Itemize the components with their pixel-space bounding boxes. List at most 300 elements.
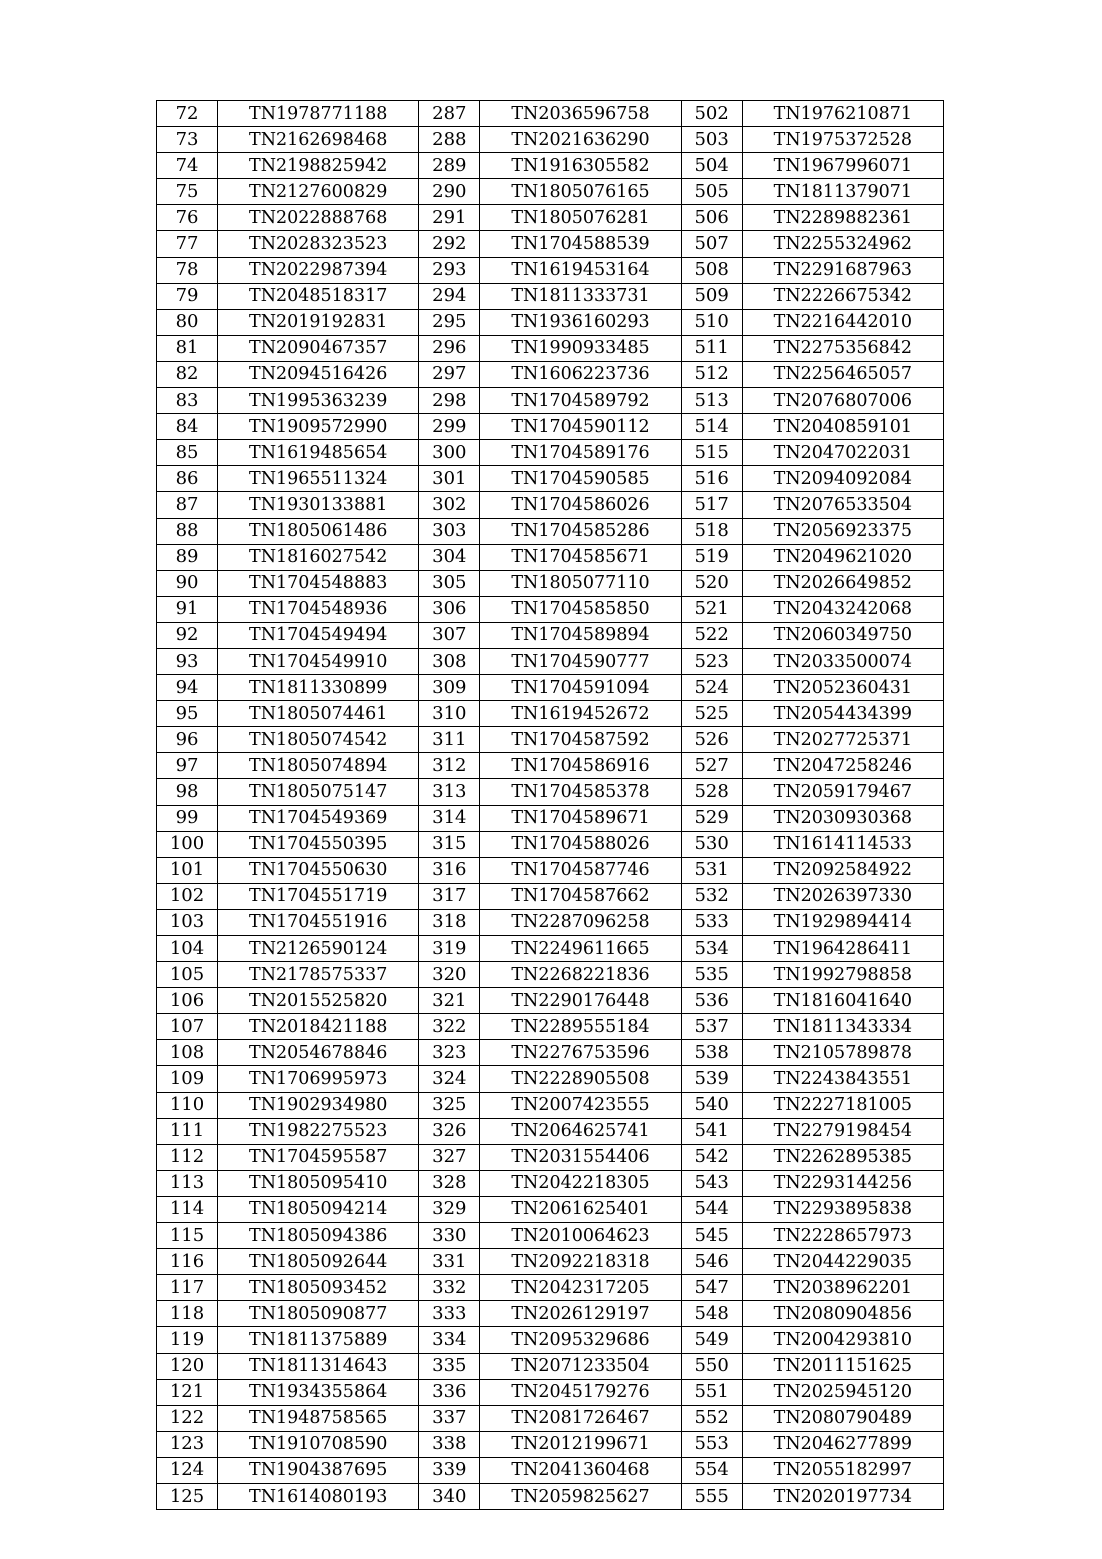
code-cell: TN1704549494: [218, 622, 419, 648]
code-cell: TN2028323523: [218, 231, 419, 257]
code-cell: TN1990933485: [480, 335, 681, 361]
code-cell: TN1704589792: [480, 388, 681, 414]
table-row: [157, 1301, 944, 1327]
serial-cell: 101: [157, 857, 218, 883]
serial-cell: 520: [681, 570, 742, 596]
code-cell: TN2076533504: [742, 492, 943, 518]
code-cell: TN1606223736: [480, 361, 681, 387]
records-body: [157, 101, 944, 1510]
code-cell: TN1614080193: [218, 1483, 419, 1509]
table-row: [157, 518, 944, 544]
code-cell: TN2010064623: [480, 1223, 681, 1249]
serial-cell: 317: [419, 883, 480, 909]
table-row: [157, 335, 944, 361]
serial-cell: 513: [681, 388, 742, 414]
serial-cell: 78: [157, 257, 218, 283]
serial-cell: 325: [419, 1092, 480, 1118]
code-cell: TN1978771188: [218, 101, 419, 127]
table-row: [157, 1223, 944, 1249]
serial-cell: 336: [419, 1379, 480, 1405]
code-cell: TN2049621020: [742, 544, 943, 570]
code-cell: TN1992798858: [742, 962, 943, 988]
serial-cell: 74: [157, 153, 218, 179]
code-cell: TN2052360431: [742, 675, 943, 701]
serial-cell: 304: [419, 544, 480, 570]
serial-cell: 532: [681, 883, 742, 909]
code-cell: TN2015525820: [218, 988, 419, 1014]
serial-cell: 79: [157, 283, 218, 309]
table-row: [157, 622, 944, 648]
code-cell: TN1619485654: [218, 440, 419, 466]
serial-cell: 512: [681, 361, 742, 387]
code-cell: TN1982275523: [218, 1118, 419, 1144]
code-cell: TN1930133881: [218, 492, 419, 518]
serial-cell: 123: [157, 1431, 218, 1457]
code-cell: TN2071233504: [480, 1353, 681, 1379]
table-row: [157, 127, 944, 153]
serial-cell: 89: [157, 544, 218, 570]
code-cell: TN2026649852: [742, 570, 943, 596]
code-cell: TN1704548883: [218, 570, 419, 596]
code-cell: TN2054678846: [218, 1040, 419, 1066]
table-row: [157, 492, 944, 518]
code-cell: TN1976210871: [742, 101, 943, 127]
table-row: [157, 1014, 944, 1040]
serial-cell: 97: [157, 753, 218, 779]
serial-cell: 114: [157, 1196, 218, 1222]
code-cell: TN2054434399: [742, 701, 943, 727]
table-row: [157, 1457, 944, 1483]
code-cell: TN1704587746: [480, 857, 681, 883]
code-cell: TN2012199671: [480, 1431, 681, 1457]
serial-cell: 331: [419, 1249, 480, 1275]
code-cell: TN1811343334: [742, 1014, 943, 1040]
table-row: [157, 1353, 944, 1379]
code-cell: TN1811379071: [742, 179, 943, 205]
table-row: [157, 1066, 944, 1092]
table-row: [157, 1040, 944, 1066]
code-cell: TN1704585378: [480, 779, 681, 805]
serial-cell: 102: [157, 883, 218, 909]
serial-cell: 544: [681, 1196, 742, 1222]
serial-cell: 118: [157, 1301, 218, 1327]
serial-cell: 531: [681, 857, 742, 883]
code-cell: TN2293895838: [742, 1196, 943, 1222]
serial-cell: 103: [157, 909, 218, 935]
serial-cell: 322: [419, 1014, 480, 1040]
serial-cell: 88: [157, 518, 218, 544]
code-cell: TN2042317205: [480, 1275, 681, 1301]
code-cell: TN1964286411: [742, 936, 943, 962]
table-row: [157, 440, 944, 466]
table-row: [157, 857, 944, 883]
code-cell: TN2048518317: [218, 283, 419, 309]
serial-cell: 503: [681, 127, 742, 153]
code-cell: TN1816041640: [742, 988, 943, 1014]
serial-cell: 109: [157, 1066, 218, 1092]
serial-cell: 519: [681, 544, 742, 570]
code-cell: TN2022987394: [218, 257, 419, 283]
serial-cell: 511: [681, 335, 742, 361]
serial-cell: 545: [681, 1223, 742, 1249]
serial-cell: 540: [681, 1092, 742, 1118]
table-row: [157, 1379, 944, 1405]
serial-cell: 552: [681, 1405, 742, 1431]
serial-cell: 536: [681, 988, 742, 1014]
serial-cell: 320: [419, 962, 480, 988]
serial-cell: 300: [419, 440, 480, 466]
serial-cell: 316: [419, 857, 480, 883]
serial-cell: 124: [157, 1457, 218, 1483]
table-row: [157, 805, 944, 831]
code-cell: TN1614114533: [742, 831, 943, 857]
serial-cell: 122: [157, 1405, 218, 1431]
table-row: [157, 309, 944, 335]
code-cell: TN2056923375: [742, 518, 943, 544]
code-cell: TN1704591094: [480, 675, 681, 701]
table-row: [157, 257, 944, 283]
code-cell: TN1805090877: [218, 1301, 419, 1327]
serial-cell: 84: [157, 414, 218, 440]
serial-cell: 95: [157, 701, 218, 727]
serial-cell: 107: [157, 1014, 218, 1040]
serial-cell: 546: [681, 1249, 742, 1275]
serial-cell: 298: [419, 388, 480, 414]
code-cell: TN1704590112: [480, 414, 681, 440]
serial-cell: 299: [419, 414, 480, 440]
table-row: [157, 648, 944, 674]
serial-cell: 91: [157, 596, 218, 622]
serial-cell: 310: [419, 701, 480, 727]
code-cell: TN2287096258: [480, 909, 681, 935]
code-cell: TN1805074461: [218, 701, 419, 727]
code-cell: TN2092218318: [480, 1249, 681, 1275]
serial-cell: 538: [681, 1040, 742, 1066]
code-cell: TN2276753596: [480, 1040, 681, 1066]
code-cell: TN2249611665: [480, 936, 681, 962]
serial-cell: 548: [681, 1301, 742, 1327]
code-cell: TN1704595587: [218, 1144, 419, 1170]
code-cell: TN1805075147: [218, 779, 419, 805]
code-cell: TN1805076281: [480, 205, 681, 231]
code-cell: TN2126590124: [218, 936, 419, 962]
code-cell: TN1948758565: [218, 1405, 419, 1431]
code-cell: TN2289882361: [742, 205, 943, 231]
code-cell: TN2243843551: [742, 1066, 943, 1092]
code-cell: TN2022888768: [218, 205, 419, 231]
serial-cell: 541: [681, 1118, 742, 1144]
serial-cell: 333: [419, 1301, 480, 1327]
code-cell: TN2275356842: [742, 335, 943, 361]
serial-cell: 116: [157, 1249, 218, 1275]
code-cell: TN2059825627: [480, 1483, 681, 1509]
code-cell: TN1704589894: [480, 622, 681, 648]
code-cell: TN1704551916: [218, 909, 419, 935]
serial-cell: 505: [681, 179, 742, 205]
code-cell: TN2094516426: [218, 361, 419, 387]
code-cell: TN2026397330: [742, 883, 943, 909]
code-cell: TN2162698468: [218, 127, 419, 153]
serial-cell: 306: [419, 596, 480, 622]
table-row: [157, 909, 944, 935]
serial-cell: 309: [419, 675, 480, 701]
serial-cell: 521: [681, 596, 742, 622]
table-row: [157, 596, 944, 622]
serial-cell: 92: [157, 622, 218, 648]
table-row: [157, 466, 944, 492]
table-row: [157, 753, 944, 779]
code-cell: TN2018421188: [218, 1014, 419, 1040]
table-row: [157, 1275, 944, 1301]
code-cell: TN1811375889: [218, 1327, 419, 1353]
code-cell: TN2047022031: [742, 440, 943, 466]
code-cell: TN2080790489: [742, 1405, 943, 1431]
code-cell: TN2076807006: [742, 388, 943, 414]
serial-cell: 327: [419, 1144, 480, 1170]
code-cell: TN1965511324: [218, 466, 419, 492]
serial-cell: 539: [681, 1066, 742, 1092]
code-cell: TN1904387695: [218, 1457, 419, 1483]
code-cell: TN2105789878: [742, 1040, 943, 1066]
serial-cell: 338: [419, 1431, 480, 1457]
serial-cell: 340: [419, 1483, 480, 1509]
code-cell: TN1805094214: [218, 1196, 419, 1222]
code-cell: TN1619452672: [480, 701, 681, 727]
code-cell: TN1619453164: [480, 257, 681, 283]
code-cell: TN2007423555: [480, 1092, 681, 1118]
serial-cell: 120: [157, 1353, 218, 1379]
serial-cell: 313: [419, 779, 480, 805]
code-cell: TN2178575337: [218, 962, 419, 988]
code-cell: TN2020197734: [742, 1483, 943, 1509]
serial-cell: 328: [419, 1170, 480, 1196]
serial-cell: 502: [681, 101, 742, 127]
code-cell: TN1704586026: [480, 492, 681, 518]
code-cell: TN1704585671: [480, 544, 681, 570]
serial-cell: 550: [681, 1353, 742, 1379]
serial-cell: 329: [419, 1196, 480, 1222]
code-cell: TN2090467357: [218, 335, 419, 361]
serial-cell: 314: [419, 805, 480, 831]
code-cell: TN2255324962: [742, 231, 943, 257]
serial-cell: 80: [157, 309, 218, 335]
serial-cell: 324: [419, 1066, 480, 1092]
code-cell: TN1704590777: [480, 648, 681, 674]
serial-cell: 87: [157, 492, 218, 518]
serial-cell: 332: [419, 1275, 480, 1301]
code-cell: TN2011151625: [742, 1353, 943, 1379]
code-cell: TN1805094386: [218, 1223, 419, 1249]
code-cell: TN2036596758: [480, 101, 681, 127]
serial-cell: 288: [419, 127, 480, 153]
serial-cell: 104: [157, 936, 218, 962]
serial-cell: 75: [157, 179, 218, 205]
code-cell: TN2256465057: [742, 361, 943, 387]
code-cell: TN1805074542: [218, 727, 419, 753]
code-cell: TN1910708590: [218, 1431, 419, 1457]
serial-cell: 297: [419, 361, 480, 387]
serial-cell: 301: [419, 466, 480, 492]
code-cell: TN1704587592: [480, 727, 681, 753]
serial-cell: 125: [157, 1483, 218, 1509]
code-cell: TN2045179276: [480, 1379, 681, 1405]
serial-cell: 516: [681, 466, 742, 492]
code-cell: TN1704549369: [218, 805, 419, 831]
code-cell: TN1805093452: [218, 1275, 419, 1301]
serial-cell: 523: [681, 648, 742, 674]
serial-cell: 106: [157, 988, 218, 1014]
table-row: [157, 936, 944, 962]
table-row: [157, 1144, 944, 1170]
serial-cell: 73: [157, 127, 218, 153]
code-cell: TN1811330899: [218, 675, 419, 701]
serial-cell: 319: [419, 936, 480, 962]
code-cell: TN1811333731: [480, 283, 681, 309]
serial-cell: 533: [681, 909, 742, 935]
code-cell: TN2228905508: [480, 1066, 681, 1092]
code-cell: TN2198825942: [218, 153, 419, 179]
code-cell: TN1704589671: [480, 805, 681, 831]
code-cell: TN1704589176: [480, 440, 681, 466]
serial-cell: 551: [681, 1379, 742, 1405]
code-cell: TN1704551719: [218, 883, 419, 909]
code-cell: TN1704548936: [218, 596, 419, 622]
serial-cell: 508: [681, 257, 742, 283]
serial-cell: 527: [681, 753, 742, 779]
serial-cell: 287: [419, 101, 480, 127]
code-cell: TN1704550630: [218, 857, 419, 883]
code-cell: TN1706995973: [218, 1066, 419, 1092]
records-table: [156, 100, 944, 1510]
serial-cell: 308: [419, 648, 480, 674]
table-row: [157, 1327, 944, 1353]
code-cell: TN1816027542: [218, 544, 419, 570]
serial-cell: 549: [681, 1327, 742, 1353]
code-cell: TN2262895385: [742, 1144, 943, 1170]
serial-cell: 96: [157, 727, 218, 753]
serial-cell: 334: [419, 1327, 480, 1353]
serial-cell: 335: [419, 1353, 480, 1379]
serial-cell: 302: [419, 492, 480, 518]
serial-cell: 509: [681, 283, 742, 309]
code-cell: TN2040859101: [742, 414, 943, 440]
serial-cell: 514: [681, 414, 742, 440]
serial-cell: 105: [157, 962, 218, 988]
table-row: [157, 388, 944, 414]
table-row: [157, 988, 944, 1014]
code-cell: TN1704585286: [480, 518, 681, 544]
table-row: [157, 1118, 944, 1144]
serial-cell: 94: [157, 675, 218, 701]
code-cell: TN2291687963: [742, 257, 943, 283]
code-cell: TN2046277899: [742, 1431, 943, 1457]
code-cell: TN1805076165: [480, 179, 681, 205]
code-cell: TN2041360468: [480, 1457, 681, 1483]
code-cell: TN1704585850: [480, 596, 681, 622]
code-cell: TN2061625401: [480, 1196, 681, 1222]
serial-cell: 100: [157, 831, 218, 857]
table-row: [157, 779, 944, 805]
code-cell: TN1704590585: [480, 466, 681, 492]
code-cell: TN1805095410: [218, 1170, 419, 1196]
table-row: [157, 701, 944, 727]
serial-cell: 293: [419, 257, 480, 283]
table-row: [157, 1249, 944, 1275]
code-cell: TN1704550395: [218, 831, 419, 857]
serial-cell: 112: [157, 1144, 218, 1170]
serial-cell: 93: [157, 648, 218, 674]
serial-cell: 115: [157, 1223, 218, 1249]
code-cell: TN1704549910: [218, 648, 419, 674]
serial-cell: 547: [681, 1275, 742, 1301]
code-cell: TN2290176448: [480, 988, 681, 1014]
serial-cell: 292: [419, 231, 480, 257]
code-cell: TN2092584922: [742, 857, 943, 883]
serial-cell: 525: [681, 701, 742, 727]
serial-cell: 337: [419, 1405, 480, 1431]
table-row: [157, 1170, 944, 1196]
table-row: [157, 231, 944, 257]
table-row: [157, 153, 944, 179]
code-cell: TN2268221836: [480, 962, 681, 988]
serial-cell: 553: [681, 1431, 742, 1457]
serial-cell: 311: [419, 727, 480, 753]
serial-cell: 108: [157, 1040, 218, 1066]
serial-cell: 113: [157, 1170, 218, 1196]
code-cell: TN2033500074: [742, 648, 943, 674]
code-cell: TN1805077110: [480, 570, 681, 596]
code-cell: TN1805092644: [218, 1249, 419, 1275]
code-cell: TN1902934980: [218, 1092, 419, 1118]
code-cell: TN2019192831: [218, 309, 419, 335]
serial-cell: 507: [681, 231, 742, 257]
code-cell: TN2127600829: [218, 179, 419, 205]
serial-cell: 339: [419, 1457, 480, 1483]
code-cell: TN1805074894: [218, 753, 419, 779]
code-cell: TN2059179467: [742, 779, 943, 805]
serial-cell: 323: [419, 1040, 480, 1066]
serial-cell: 321: [419, 988, 480, 1014]
serial-cell: 504: [681, 153, 742, 179]
code-cell: TN2004293810: [742, 1327, 943, 1353]
code-cell: TN2021636290: [480, 127, 681, 153]
code-cell: TN2030930368: [742, 805, 943, 831]
serial-cell: 537: [681, 1014, 742, 1040]
serial-cell: 76: [157, 205, 218, 231]
serial-cell: 290: [419, 179, 480, 205]
serial-cell: 517: [681, 492, 742, 518]
table-row: [157, 1196, 944, 1222]
serial-cell: 534: [681, 936, 742, 962]
serial-cell: 526: [681, 727, 742, 753]
serial-cell: 326: [419, 1118, 480, 1144]
code-cell: TN2279198454: [742, 1118, 943, 1144]
table-row: [157, 283, 944, 309]
code-cell: TN1916305582: [480, 153, 681, 179]
table-row: [157, 831, 944, 857]
code-cell: TN2081726467: [480, 1405, 681, 1431]
table-row: [157, 570, 944, 596]
serial-cell: 296: [419, 335, 480, 361]
code-cell: TN2026129197: [480, 1301, 681, 1327]
serial-cell: 528: [681, 779, 742, 805]
code-cell: TN2047258246: [742, 753, 943, 779]
serial-cell: 312: [419, 753, 480, 779]
serial-cell: 554: [681, 1457, 742, 1483]
serial-cell: 291: [419, 205, 480, 231]
serial-cell: 77: [157, 231, 218, 257]
code-cell: TN2025945120: [742, 1379, 943, 1405]
